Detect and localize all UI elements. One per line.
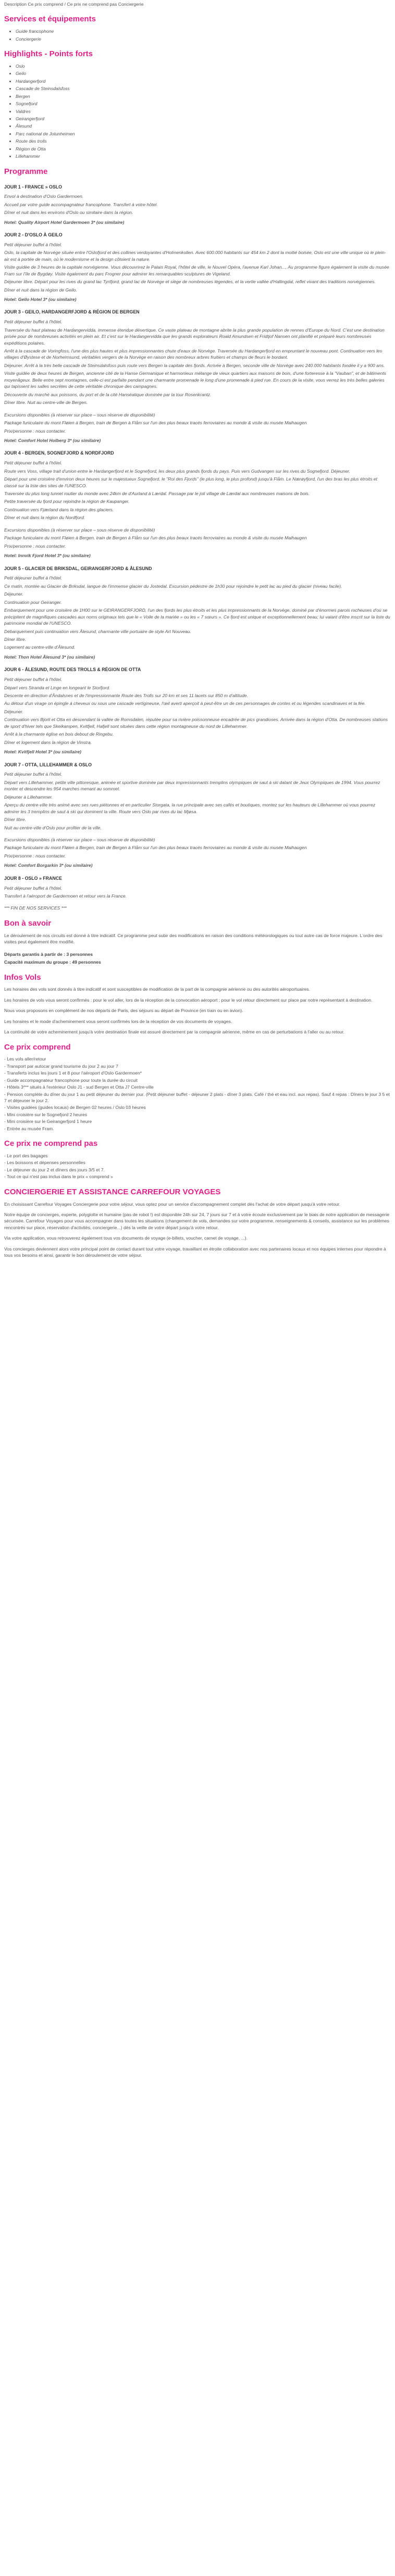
capacite-max: Capacité maximum du groupe : 49 personnes	[4, 959, 101, 965]
day-paragraph: Prix/personne : nous contacter.	[4, 853, 66, 858]
day-paragraph: Nuit au centre-ville d'Oslo pour profiter de la ville.	[4, 825, 102, 830]
day-paragraph: Déjeuner à Lillehammer.	[4, 794, 53, 800]
infos-vols-paragraph: Les horaires des vols sont donnés à titre indicatif et sont susceptibles de modification de la part de la compagnie aérienne ou des autorités aéroportuaires.	[4, 987, 311, 992]
bon-a-savoir-text: Le déroulement de nos circuits est donné à titre indicatif. Ce programme peut subir des modifications en raison des conditions météorologiques ou tout autre cas de force majeure. L'ordre des visites peut également être modifié.	[4, 932, 382, 945]
day-block	[4, 565, 391, 661]
day-paragraph: Route vers Voss, village trait d'union entre le Hardangerfjord et le Sognefjord, les deux plus grands fjords du pays. Puis vers Gudvangen sur les rives du Sognefjord. Déjeuner.	[4, 468, 351, 474]
day-paragraph: Continuation vers Fjærland dans la région des glaciers.	[4, 507, 114, 512]
ce-prix-ne-comprend-pas-list	[4, 1153, 391, 1180]
day-paragraph: Petit déjeuner buffet à l'hôtel.	[4, 885, 63, 891]
highlight-item: • Geirangerfjord	[16, 116, 391, 122]
day-paragraph: Déjeuner. Arrêt à la très belle cascade de Steinsdalsfoss puis route vers Bergen la capitale des fjords. Arrivée à Bergen, seconde ville de Norvège avec 240.000 habitants fondée il y a 900 ans.	[4, 362, 385, 368]
day-paragraph: Continuation pour Geiranger.	[4, 599, 62, 605]
highlight-item: • Cascade de Steinsdalsfoss	[16, 85, 391, 92]
highlight-item: • Route des trolls	[16, 138, 391, 144]
comprend-item: - Transferts inclus les jours 1 et 8 pour l'aéroport d'Oslo Gardermoen*	[4, 1070, 142, 1076]
ce-prix-ne-comprend-pas-section	[4, 1138, 391, 1180]
infos-vols-section	[4, 972, 391, 1036]
day-paragraph: Dîner et nuit dans les environs d'Oslo ou similaire dans la région.	[4, 210, 133, 216]
day-paragraph: Descente en direction d'Åndalsnes et de l'impressionnante Route des Trolls sur 20 km et ses 11 lacets sur 850 m d'altitude.	[4, 693, 248, 699]
day-paragraph: Continuation vers Bjorli et Otta en descendant la vallée de Romsdalen, réputée pour sa rivière poissonneuse encadrée de pics grandioses. Arrivée dans la région d'Otta. De nombreuses stations de sport d'hiver tels que Skeikampen, Kvitfjell, Hafjell sont situées dans cette région montagneuse du nord de Lillehammer.	[4, 717, 388, 729]
ce-prix-comprend-title: Ce prix comprend	[4, 1042, 71, 1052]
ne-comprend-item: - Le port des bagages	[4, 1153, 48, 1158]
day-paragraph: Départ pour une croisière d'environ deux heures sur le majestueux Sognefjord, le "Roi des Fjords" (le plus long, le plus profond) jusqu'à Flåm. Le Nærøyfjord, l'un des bras les plus étroits et classé sur la liste des sites de l'UNESCO.	[4, 476, 378, 488]
highlight-item: • Région de Otta	[16, 146, 391, 152]
conciergerie-paragraph: En choisissant Carrefour Voyages Conciergerie pour votre séjour, vous optez pour un service d'accompagnement complet dès l'achat de votre départ jusqu'à votre retour.	[4, 1201, 341, 1207]
programme-section	[4, 166, 391, 912]
comprend-item: - Mini croisière sur le Geirangerfjord 1 heure	[4, 1119, 92, 1125]
ne-comprend-item: - Tout ce qui n'est pas inclus dans le prix « comprend »	[4, 1174, 113, 1180]
day-title: JOUR 3 - GEILO, HARDANGERFJORD & RÉGION DE BERGEN	[4, 309, 140, 315]
highlight-item: • Sognefjord	[16, 100, 391, 107]
day-paragraph: Prix/personne : nous contacter.	[4, 543, 66, 549]
comprend-item: - Entrée au musée Fram.	[4, 1126, 54, 1131]
services-section	[4, 14, 391, 42]
day-hotel: Hotel: Comfort Hotel Holberg 3* (ou similaire)	[4, 437, 101, 443]
day-paragraph: Dîner libre.	[4, 637, 27, 642]
day-block	[4, 184, 391, 226]
conciergerie-paragraph: Vos concierges deviennent alors votre principal point de contact durant tout votre voyage, travaillant en étroite collaboration avec nos partenaires locaux et nos équipes internes pour répondre à tous vos besoins et ainsi, garantir le bon déroulement de votre séjour.	[4, 1246, 386, 1258]
spacer	[4, 408, 391, 412]
day-paragraph: Petit déjeuner buffet à l'hôtel.	[4, 460, 63, 466]
day-paragraph: Transfert à l'aéroport de Gardermoen et retour vers la France.	[4, 893, 127, 899]
highlight-item: • Oslo	[16, 63, 391, 69]
day-paragraph: Visite guidée de 3 heures de la capitale norvégienne. Vous découvrirez le Palais Royal, l'hôtel de ville, le Nouvel Opéra, l'avenue Karl Johan..., Au programme figure également la visite du musée Fram sur l'île de Bygdøy. Visite également du parc Frogner pour admirer les remarquables sculptures de Vigeland.	[4, 264, 389, 276]
day-paragraph: Package funiculaire du mont Fløien à Bergen, train de Bergen à Flåm sur l'un des plus beaux tracés ferroviaires au monde & visite du musée Maihaugen	[4, 420, 307, 426]
day-paragraph: Départ vers Stranda et Linge en longeant le Storfjord.	[4, 685, 110, 690]
infos-vols-title: Infos Vols	[4, 973, 41, 982]
comprend-item: - Transport par autocar grand tourisme du jour 2 au jour 7	[4, 1063, 118, 1069]
day-paragraph: Oslo, la capitale de Norvège située entre l'Oslofjord et des collines verdoyantes d'Holmenkollen. Avec 600.000 habitants sur 454 km 2 dont la moitié boisée, Oslo est une ville unique où le plein-air est à portée de main, où le modernisme et la design côtoient la nature.	[4, 250, 386, 262]
day-title: JOUR 7 - OTTA, LILLEHAMMER & OSLO	[4, 762, 92, 767]
day-hotel: Hotel: Comfort Borgarkin 3* (ou similaire)	[4, 863, 93, 868]
day-paragraph: Au détour d'un virage on épingle à cheveux ou sous une cascade vertigineuse, l'œil averti aperçoit à peut-être un de ces personnages de contes et ou légendes scandinaves et la fée.	[4, 701, 366, 706]
bon-a-savoir-title: Bon à savoir	[4, 918, 52, 928]
day-paragraph: Déjeuner.	[4, 591, 23, 597]
day-paragraph: Arrêt à la cascade de Voringfoss, l'une des plus hautes et plus impressionnantes chute d'eaux de Norvège. Traversée du Hardangerfjord en empruntant le nouveau pont. Continuation vers les villages d'Øystese et de Norheimsund, véritables vergers de la Norvège en raison des nombreux arbres fruitiers et champs de fleurs le bordant.	[4, 348, 382, 360]
highlight-item: • Bergen	[16, 93, 391, 99]
day-title: JOUR 5 - GLACIER DE BRIKSDAL, GEIRANGERFJORD & ÅLESUND	[4, 565, 152, 571]
day-paragraph: Dîner et logement dans la région de Vinstra.	[4, 739, 92, 745]
highlight-item: • Lillehammer	[16, 153, 391, 159]
comprend-item: - Mini croisière sur le Sognefjord 2 heures	[4, 1112, 88, 1117]
day-paragraph: Débarquement puis continuation vers Ålesund, charmante ville portuaire de style Art Nouveau.	[4, 628, 191, 634]
day-body	[4, 676, 391, 755]
day-block	[4, 309, 391, 444]
highlights-title: Highlights - Points forts	[4, 49, 93, 59]
day-title: JOUR 2 - D'OSLO À GEILO	[4, 232, 63, 238]
spacer	[4, 832, 391, 837]
day-paragraph: Excursions disponibles (à réserver sur place – sous réserve de disponibilité)	[4, 837, 155, 843]
day-body	[4, 193, 391, 225]
day-paragraph: Excursions disponibles (à réserver sur place – sous réserve de disponibilité)	[4, 412, 155, 418]
day-block	[4, 875, 391, 912]
day-block	[4, 666, 391, 755]
ce-prix-comprend-list	[4, 1056, 391, 1132]
conciergerie-section	[4, 1186, 391, 1259]
day-paragraph: Package funiculaire du mont Fløien à Bergen, train de Bergen à Flåm sur l'un des plus beaux tracés ferroviaires au monde & visite du musée Maihaugen	[4, 845, 307, 851]
day-body	[4, 460, 391, 559]
day-paragraph: Embarquement pour une croisière de 1H00 sur le GEIRANGERFJORD, l'un des fjords les plus étroits et les plus impressionnants de la Norvège, dominé par d'énormes parois rocheuses d'où se précipitent de magnifiques cascades aux noms originaux tels que le « Voile de la mariée » ou les « 7 sœurs ». Ce fjord est unique et exceptionnellement beau; lui valant d'être inscrit sur la liste du patrimoine mondial de l'UNESCO.	[4, 608, 390, 626]
bon-a-savoir-section	[4, 918, 391, 966]
infos-vols-paragraph: La continuité de votre acheminement jusqu'à votre destination finale est assuré directement par la compagnie aérienne, même en cas de perturbations à l'aller ou au retour.	[4, 1029, 344, 1035]
ce-prix-comprend-section	[4, 1042, 391, 1132]
services-item: • Conciergerie	[16, 36, 391, 42]
day-paragraph: Déjeuner.	[4, 709, 23, 714]
highlight-item: • Ålesund	[16, 123, 391, 129]
top-tabs-line: Description Ce prix comprend / Ce prix ne comprend pas Conciergerie	[4, 2, 144, 7]
day-paragraph: Dîner et nuit dans la région du Nordfjord.	[4, 515, 85, 521]
services-item: • Guide francophone	[16, 28, 391, 34]
day-body	[4, 771, 391, 868]
day-body	[4, 575, 391, 660]
day-paragraph: Excursions disponibles (à réserver sur place – sous réserve de disponibilité)	[4, 527, 155, 533]
day-hotel: Hotel: Kvitfjell Hotel 3* (ou similaire)	[4, 749, 82, 755]
day-paragraph: Accueil par votre guide accompagnateur francophone. Transfert à votre hôtel.	[4, 201, 158, 207]
highlight-item: • Hardangerfjord	[16, 78, 391, 84]
day-body	[4, 242, 391, 303]
day-paragraph: Petite traversée du fjord pour rejoindre la région de Kaupanger.	[4, 499, 130, 504]
day-paragraph: Petit déjeuner buffet à l'hôtel.	[4, 677, 63, 683]
comprend-item: - Hôtels 3*** situés à l'extérieur Oslo J1 - sud Bergen et Otta J7 Centre-ville	[4, 1084, 154, 1090]
day-paragraph: Package funiculaire du mont Fløien à Bergen, train de Bergen à Flåm sur l'un des plus beaux tracés ferroviaires au monde & visite du musée Maihaugen	[4, 535, 307, 541]
conciergerie-body	[4, 1201, 391, 1259]
day-block	[4, 232, 391, 302]
highlights-list	[4, 63, 391, 160]
day-body	[4, 885, 391, 912]
infos-vols-paragraph: Les horaires et le mode d'acheminement vous seront confirmés lors de la réception de vos documents de voyages.	[4, 1018, 232, 1024]
ne-comprend-item: - Le déjeuner du jour 2 et dîners des jours 3/5 et 7.	[4, 1167, 105, 1172]
highlight-item: • Geilo	[16, 70, 391, 77]
day-paragraph: Petit déjeuner buffet à l'hôtel.	[4, 772, 63, 777]
day-hotel: Hotel: Thon Hotel Ålesund 3* (ou similaire)	[4, 654, 95, 660]
conciergerie-title: CONCIERGERIE ET ASSISTANCE CARREFOUR VOYAGES	[4, 1187, 221, 1196]
day-paragraph: Prix/personne : nous contacter.	[4, 428, 66, 434]
infos-vols-paragraph: Les horaires de vols vous seront confirmés : pour le vol aller, lors de la réception de la convocation aéroport ; pour le vol retour directement sur place par notre représentant à destination.	[4, 997, 373, 1003]
comprend-item: - Guide accompagnateur francophone pour toute la durée du circuit	[4, 1077, 138, 1083]
day-title: JOUR 8 - OSLO » FRANCE	[4, 875, 62, 881]
day-paragraph: Dîner libre. Nuit au centre-ville de Bergen.	[4, 400, 88, 406]
day-paragraph: Dîner et nuit dans la région de Geilo.	[4, 287, 77, 293]
ne-comprend-item: - Les boissons et dépenses personnelles	[4, 1160, 85, 1166]
day-paragraph: Aperçu du centre-ville très animé avec ses rues piétonnes et en particulier Storgata, la rue principale avec ses cafés et boutiques, montez sur les hauteurs de Lillehammer où vous pourrez admirer les 3 tremplins de saut à ski qui dominent la ville. Route vers Oslo par rives du lac Mjøsa.	[4, 802, 376, 814]
day-paragraph: Découverte du marché aux poissons, du port et de la cité Hanséatique dominée par la tour Rosenkrantz.	[4, 392, 212, 397]
spacer	[4, 523, 391, 527]
day-title: JOUR 6 - ÅLESUND, ROUTE DES TROLLS & RÉGION DE OTTA	[4, 667, 141, 673]
day-paragraph: Déjeuner libre. Départ pour les rives du grand lac Tyrifjord, grand lac de Norvège et siège de nombreuses légendes, et la vertie vallée d'Hallingdal, reflet vivant des traditions norvégiennes.	[4, 279, 376, 285]
day-paragraph: Départ vers Lillehammer, petite ville pittoresque, animée et sportive dominée par deux impressionnants tremplins olympiques de saut à ski datant de Jeux Olympiques de 1994. Vous pourrez monter et descendre les 954 marches menant au sommet.	[4, 779, 380, 792]
services-title: Services et équipements	[4, 15, 96, 24]
day-paragraph: Arrêt à la charmante église en bois debout de Ringebu.	[4, 731, 114, 737]
day-paragraph: Traversée du plus long tunnel routier du monde avec 24km de d'Aurland à Lærdal. Passage par le joli village de Lærdal aux nombreuses maisons de bois.	[4, 491, 310, 496]
day-block	[4, 762, 391, 869]
day-paragraph: Traversée du haut plateau de Hardangervidda, immense étendue désertique. Ce vaste plateau de montagne abrite la plus grande population de rennes d'Europe du Nord. C'est une destination prisée pour de nombreuses activités en plein air. Et c'est sur le Hardangervidda que les grands explorateurs Roald Amundsen et Fridtjof Nansen ont planifié et préparé leurs nombreuses expéditions polaires.	[4, 327, 385, 346]
comprend-item: - Les vols aller/retour	[4, 1056, 46, 1062]
day-title: JOUR 1 - FRANCE » OSLO	[4, 184, 62, 190]
conciergerie-paragraph: Notre équipe de concierges, experte, polyglotte et humaine (pas de robot !) est disponible 24h sur 24, 7 jours sur 7 et à votre écoute exclusivement par le biais de notre application de messagerie sécurisée. Carrefour Voyages pour vous accompagner dans toutes les situations (changement de vols, demandes sur votre programme, renseignements & conseils, assistance sur les problèmes rencontrés sur place, réservation d'activités, conciergerie...) dès la veille de votre départ jusqu'à votre retour.	[4, 1212, 390, 1230]
day-paragraph: Envol à destination d'Oslo Gardermoen.	[4, 194, 84, 199]
day-hotel: Hotel: Geilo Hotel 3* (ou similaire)	[4, 296, 77, 302]
programme-title: Programme	[4, 167, 48, 176]
day-paragraph: Dîner libre.	[4, 817, 27, 823]
day-paragraph: Petit déjeuner buffet à l'hôtel.	[4, 575, 63, 581]
day-block	[4, 450, 391, 559]
programme-days	[4, 184, 391, 912]
day-hotel: Hotel: Innvik Fjord Hotel 3* (ou similaire)	[4, 553, 91, 559]
day-paragraph: Petit déjeuner buffet à l'hôtel.	[4, 319, 63, 325]
highlight-item: • Parc national de Jotunheimen	[16, 131, 391, 137]
day-paragraph: Ce matin, montée au Glacier de Briksdal, langue de l'immense glacier du Jostedal. Excursion pédestre de 1h30 pour rejoindre le petit lac au pied du glacier (niveau facile).	[4, 583, 342, 589]
page	[0, 1, 395, 1268]
day-paragraph: Petit déjeuner buffet à l'hôtel.	[4, 242, 63, 247]
infos-vols-paragraph: Nous vous proposons en complément de nos départs de Paris, des séjours au départ de Province (en train ou en avion).	[4, 1008, 243, 1014]
highlight-item: • Valdres	[16, 108, 391, 115]
day-paragraph: Logement au centre-ville d'Ålesund.	[4, 645, 76, 650]
day-body	[4, 319, 391, 444]
infos-vols-body	[4, 986, 391, 1035]
day-paragraph: Visite guidée de deux heures de Bergen, ancienne cité de la Hanse Germanique et harmonieux mélange de vieux quartiers aux maisons de bois, d'une forteresse à la "Vauban", et de bâtiments moyenâgeux. Belle entre sept montagnes, celle-ci est parfaite pendant une charmante promenade le long d'une promenade à pied rue. En cours de la visite, vous verrez les très belles galeries qui tapissent les salles secrètes de cette véritable chronique des campagnes.	[4, 371, 386, 389]
day-hotel: Hotel: Quality Airport Hotel Gardermoen 3* (ou similaire)	[4, 219, 125, 225]
highlights-section	[4, 48, 391, 160]
spacer	[4, 901, 391, 905]
services-list	[4, 28, 391, 42]
comprend-item: - Visites guidées (guides locaux) de Bergen 02 heures / Oslo 03 heures	[4, 1105, 146, 1110]
day-paragraph: *** FIN DE NOS SERVICES ***	[4, 905, 67, 911]
day-title: JOUR 4 - BERGEN, SOGNEFJORD & NORDFJORD	[4, 450, 114, 456]
ce-prix-ne-comprend-pas-title: Ce prix ne comprend pas	[4, 1139, 98, 1148]
conciergerie-paragraph: Via votre application, vous retrouverez également tous vos documents de voyage (e-billets, voucher, carnet de voyage, ...).	[4, 1235, 248, 1241]
departs-garantis: Départs garantis à partir de : 3 personnes	[4, 951, 93, 957]
comprend-item: - Pension complète du dîner du jour 1 au petit déjeuner du dernier jour. (Petit déjeuner buffet - déjeuner 2 plats - dîner 3 plats. Café / thé et eau incl. aux repas). Sauf 4 repas : Dîners le jour 3 5 et 7 et déjeuner le jour 2.	[4, 1091, 390, 1103]
